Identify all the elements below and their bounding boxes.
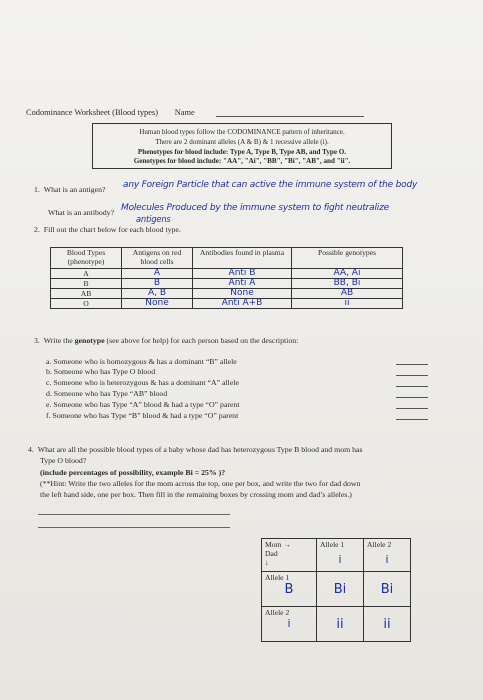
q4-line-3: (include percentages of possibility, example Bi = 25% )? xyxy=(40,468,226,477)
q4-answer-line-2[interactable] xyxy=(38,527,230,528)
punnett-cell[interactable]: ii xyxy=(364,607,411,642)
blood-type-cell: B xyxy=(51,279,122,289)
table-row xyxy=(51,269,403,279)
q2-prompt: 2. Fill out the chart below for each blood type. xyxy=(34,225,181,234)
antibody-cell: Anti B xyxy=(193,269,292,279)
antigen-cell: B xyxy=(122,279,193,289)
q3-item-b: b. Someone who has Type O blood xyxy=(46,367,156,376)
q3-item-f: f. Someone who has Type “B” blood & had a type “O” parent xyxy=(46,411,239,420)
intro-box xyxy=(92,123,392,169)
q1-antibody-answer-2: antigens xyxy=(136,214,171,224)
q4-answer-line-1[interactable] xyxy=(38,514,230,515)
genotype-cell: AB xyxy=(292,289,403,299)
q3-prompt: 3. Write the genotype (see above for help) for each person based on the description: xyxy=(34,336,299,345)
table-row xyxy=(51,279,403,289)
antibody-cell: None xyxy=(193,289,292,299)
blood-type-cell: O xyxy=(51,299,122,309)
dad-allele-1-value: B xyxy=(284,582,294,597)
q1-antibody: What is an antibody? xyxy=(48,208,115,217)
header-genotypes: Possible genotypes xyxy=(292,248,403,269)
mom-allele-2-value: i xyxy=(385,553,389,566)
intro-line-3: Phenotypes for blood include: Type A, Type B, Type AB, and Type O. xyxy=(137,147,347,156)
q1-antigen-answer: any Foreign Particle that can active the immune system of the body xyxy=(123,180,418,190)
q4-line-1: 4. What are all the possible blood types of a baby whose dad has heterozygous Type B blood and mom has xyxy=(28,445,363,454)
punnett-corner: Mom → Dad ↓ xyxy=(262,539,317,572)
q1-antigen: 1. What is an antigen? xyxy=(34,185,106,194)
q1-antibody-answer: Molecules Produced by the immune system to fight neutralize xyxy=(121,203,389,213)
q3-answer-line-f[interactable] xyxy=(396,419,428,420)
genotype-cell: ii xyxy=(292,299,403,309)
worksheet-title: Codominance Worksheet (Blood types) Name xyxy=(26,108,195,117)
genotype-cell: BB, Bi xyxy=(292,279,403,289)
q3-item-d: d. Someone who has Type “AB” blood xyxy=(46,389,168,398)
antibody-cell: Anti A+B xyxy=(193,299,292,309)
q3-answer-line-c[interactable] xyxy=(396,386,428,387)
arrow-down-icon: ↓ xyxy=(265,558,269,567)
genotype-cell: AA, Ai xyxy=(292,269,403,279)
blood-type-cell: A xyxy=(51,269,122,279)
antibody-cell: Anti A xyxy=(193,279,292,289)
name-line xyxy=(216,116,364,117)
q3-answer-line-a[interactable] xyxy=(396,364,428,365)
table-row xyxy=(51,299,403,309)
punnett-cell[interactable]: ii xyxy=(317,607,364,642)
blood-type-table xyxy=(50,247,403,309)
q3-item-e: e. Someone who has Type “A” blood & had a type “O” parent xyxy=(46,400,240,409)
q3-answer-line-b[interactable] xyxy=(396,375,428,376)
blood-type-cell: AB xyxy=(51,289,122,299)
header-antibodies: Antibodies found in plasma xyxy=(193,248,292,269)
intro-line-2: There are 2 dominant alleles (A & B) & 1 recessive allele (i). xyxy=(155,137,329,146)
antigen-cell: A, B xyxy=(122,289,193,299)
name-label: Name xyxy=(174,108,195,117)
header-antigens: Antigens on red blood cells xyxy=(122,248,193,269)
q3-answer-line-e[interactable] xyxy=(396,408,428,409)
mom-allele-1: Allele 1 i xyxy=(317,539,364,572)
punnett-cell[interactable]: Bi xyxy=(364,572,411,607)
antigen-cell: A xyxy=(122,269,193,279)
table-row xyxy=(51,289,403,299)
mom-allele-2: Allele 2 i xyxy=(364,539,411,572)
q4-line-4: (**Hint: Write the two alleles for the mom across the top, one per box, and write the two for dad down xyxy=(40,479,361,488)
punnett-square xyxy=(261,538,411,642)
mom-allele-1-value: i xyxy=(338,553,342,566)
arrow-right-icon: → xyxy=(283,540,291,549)
dad-allele-1: Allele 1 B xyxy=(262,572,317,607)
intro-line-1: Human blood types follow the CODOMINANCE pattern of inheritance. xyxy=(139,128,345,136)
antigen-cell: None xyxy=(122,299,193,309)
header-blood-types: Blood Types (phenotype) xyxy=(51,248,122,269)
dad-allele-2-value: i xyxy=(287,617,291,630)
q4-line-2: Type O blood? xyxy=(40,456,87,465)
dad-allele-2: Allele 2 i xyxy=(262,607,317,642)
q4-line-5: the left hand side, one per box. Then fill in the remaining boxes by crossing mom and dad’s alleles.) xyxy=(40,490,352,499)
intro-line-4: Genotypes for blood include: "AA", "Ai", "BB", "Bi", "AB", and "ii". xyxy=(133,157,351,166)
punnett-cell[interactable]: Bi xyxy=(317,572,364,607)
q3-item-a: a. Someone who is homozygous & has a dominant “B” allele xyxy=(46,357,237,366)
q3-item-c: c. Someone who is heterozygous & has a dominant “A” allele xyxy=(46,378,239,387)
q3-answer-line-d[interactable] xyxy=(396,397,428,398)
